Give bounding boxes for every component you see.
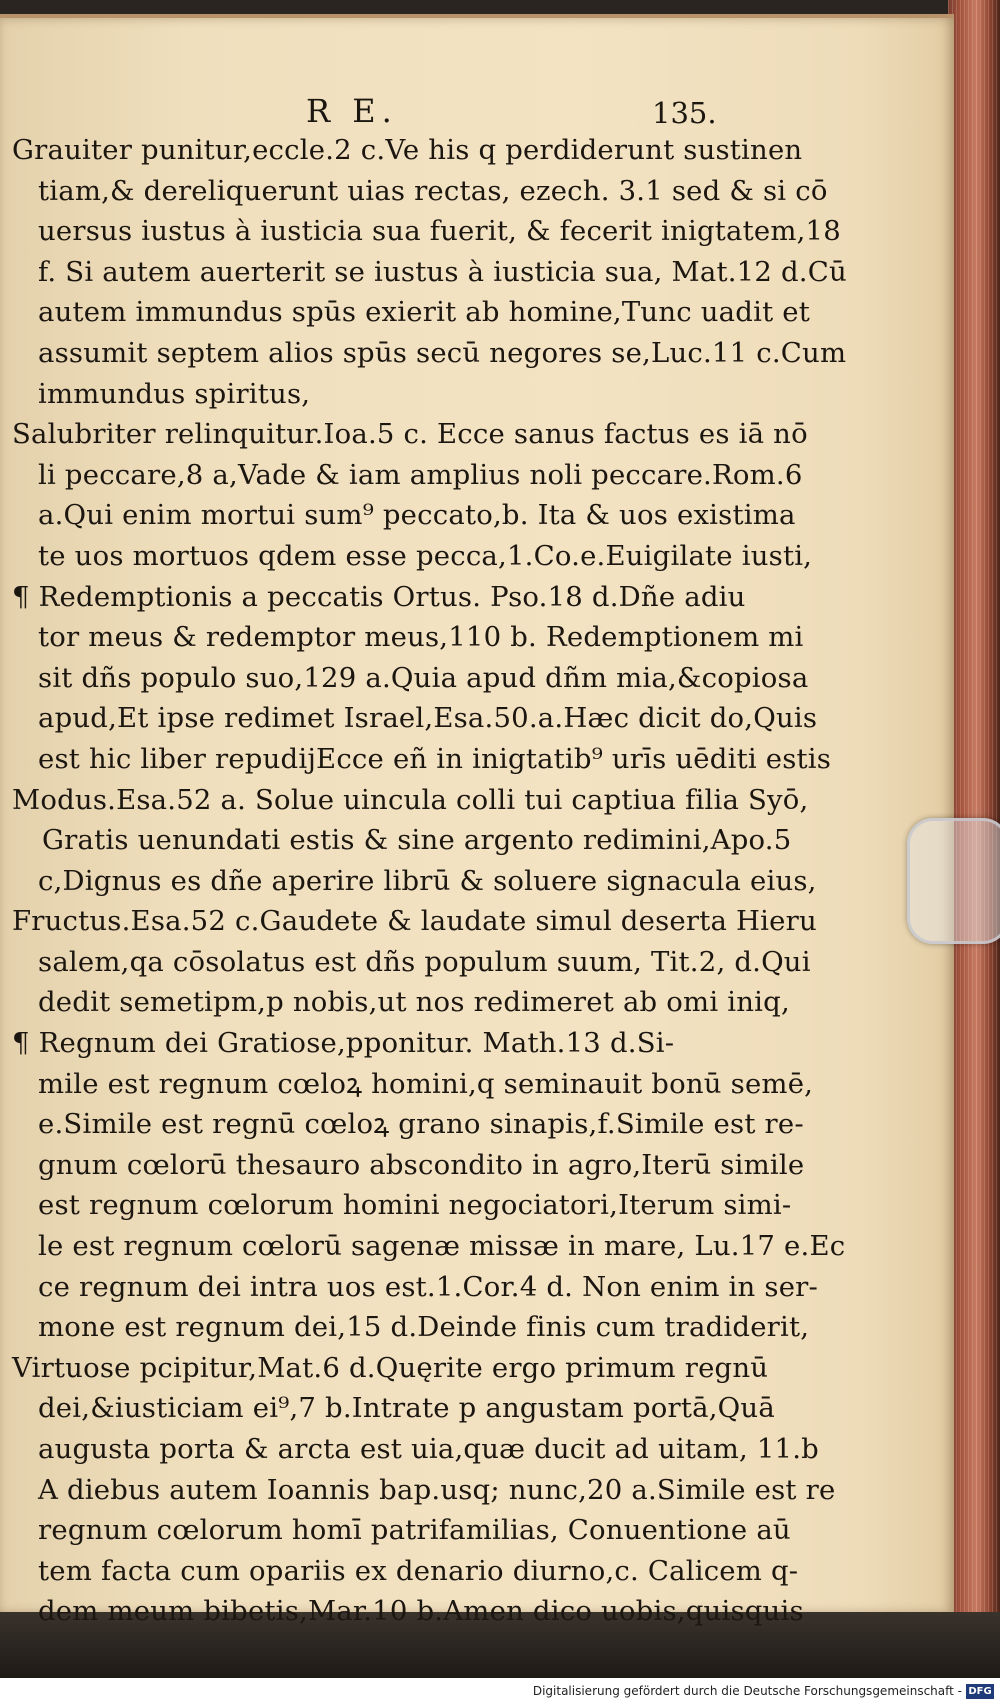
text-line: mile est regnum cœloꝝ homini,q seminauit bonū semē,: [38, 1067, 814, 1100]
text-line: Salubriter relinquitur.Ioa.5 c. Ecce sanus factus es iā nō: [12, 418, 808, 451]
text-line: est regnum cœlorum homini negociatori,Iterum simi-: [38, 1189, 792, 1222]
text-line: augusta porta & arcta est uia,quæ ducit ad uitam, 11.b: [38, 1433, 819, 1465]
text-line: ce regnum dei intra uos est.1.Cor.4 d. Non enim in ser-: [38, 1270, 819, 1303]
text-line: e.Simile est regnū cœloꝝ grano sinapis,f.Simile est re-: [38, 1108, 804, 1141]
page-clip: [907, 818, 1000, 944]
text-line: tiam,& dereliquerunt uias rectas, ezech. 3.1 sed & si cō: [38, 174, 828, 207]
text-line: dei,&iusticiam ei⁹,7 b.Intrate p angustam portā,Quā: [38, 1392, 775, 1425]
text-line: regnum cœlorum homī patrifamilias, Conuentione aū: [38, 1514, 791, 1547]
funding-credit: Digitalisierung gefördert durch die Deutsche Forschungsgemeinschaft -: [532, 1684, 962, 1698]
folio-number: 135.: [652, 96, 717, 130]
text-line: a.Qui enim mortui sum⁹ peccato,b. Ita & uos existima: [38, 499, 796, 532]
running-head: R E.: [306, 92, 398, 130]
text-line: assumit septem alios spūs secū negores se,Luc.11 c.Cum: [38, 336, 847, 369]
text-line: uersus iustus à iusticia sua fuerit, & fecerit inigtatem,18: [38, 215, 841, 248]
text-line: f. Si autem auerterit se iustus à iusticia sua, Mat.12 d.Cū: [38, 255, 847, 288]
text-line: sit dñs populo suo,129 a.Quia apud dñm mia,&copiosa: [38, 661, 809, 694]
text-line: apud,Et ipse redimet Israel,Esa.50.a.Hæc dicit do,Quis: [38, 702, 818, 735]
text-line: le est regnum cœlorū sagenæ missæ in mare, Lu.17 e.Ec: [38, 1230, 846, 1263]
text-line: mone est regnum dei,15 d.Deinde finis cum tradiderit,: [38, 1311, 810, 1344]
text-line: tem facta cum opariis ex denario diurno,c. Calicem q-: [38, 1554, 799, 1587]
text-line: te uos mortuos qdem esse pecca,1.Co.e.Euigilate iusti,: [38, 539, 813, 572]
page-text: [12, 130, 847, 1632]
text-line: A diebus autem Ioannis bap.usq; nunc,20 a.Simile est re: [38, 1473, 836, 1506]
text-line: c,Dignus es dñe aperire librū & soluere signacula eius,: [38, 864, 817, 897]
text-line: est hic liber repudijEcce eñ in inigtatib⁹ urīs uēditi estis: [38, 742, 832, 775]
text-line: autem immundus spūs exierit ab homine,Tunc uadit et: [38, 296, 810, 329]
text-line: li peccare,8 a,Vade & iam amplius noli peccare.Rom.6: [38, 458, 803, 491]
text-line: gnum cœlorū thesauro abscondito in agro,Iterū simile: [38, 1148, 805, 1181]
text-line: Modus.Esa.52 a. Solue uincula colli tui captiua filia Syō,: [12, 783, 809, 816]
text-line: Virtuose pcipitur,Mat.6 d.Quęrite ergo primum regnū: [12, 1351, 769, 1384]
page-top-edge: [0, 14, 954, 18]
dfg-logo: DFG: [966, 1684, 994, 1699]
text-line: Fructus.Esa.52 c.Gaudete & laudate simul deserta Hieru: [12, 905, 817, 938]
text-line: tor meus & redemptor meus,110 b. Redemptionem mi: [38, 621, 804, 654]
text-line: ¶ Regnum dei Gratiose,pponitur. Math.13 d.Si-: [12, 1027, 675, 1060]
text-line: salem,qa cōsolatus est dñs populum suum, Tit.2, d.Qui: [38, 945, 811, 978]
text-line: ¶ Redemptionis a peccatis Ortus. Pso.18 d.Dñe adiu: [12, 580, 746, 613]
digitization-footer: [0, 1681, 1000, 1703]
text-line: Grauiter punitur,eccle.2 c.Ve his q perdiderunt sustinen: [12, 134, 803, 166]
text-line: dedit semetipm,p nobis,ut nos redimeret ab omi iniq,: [38, 986, 790, 1019]
text-line: Gratis uenundati estis & sine argento redimini,Apo.5: [42, 824, 792, 857]
text-line: dem meum bibetis,Mar.10 b.Amen dico uobis,quisquis: [38, 1595, 804, 1628]
text-line: immundus spiritus,: [38, 377, 311, 410]
